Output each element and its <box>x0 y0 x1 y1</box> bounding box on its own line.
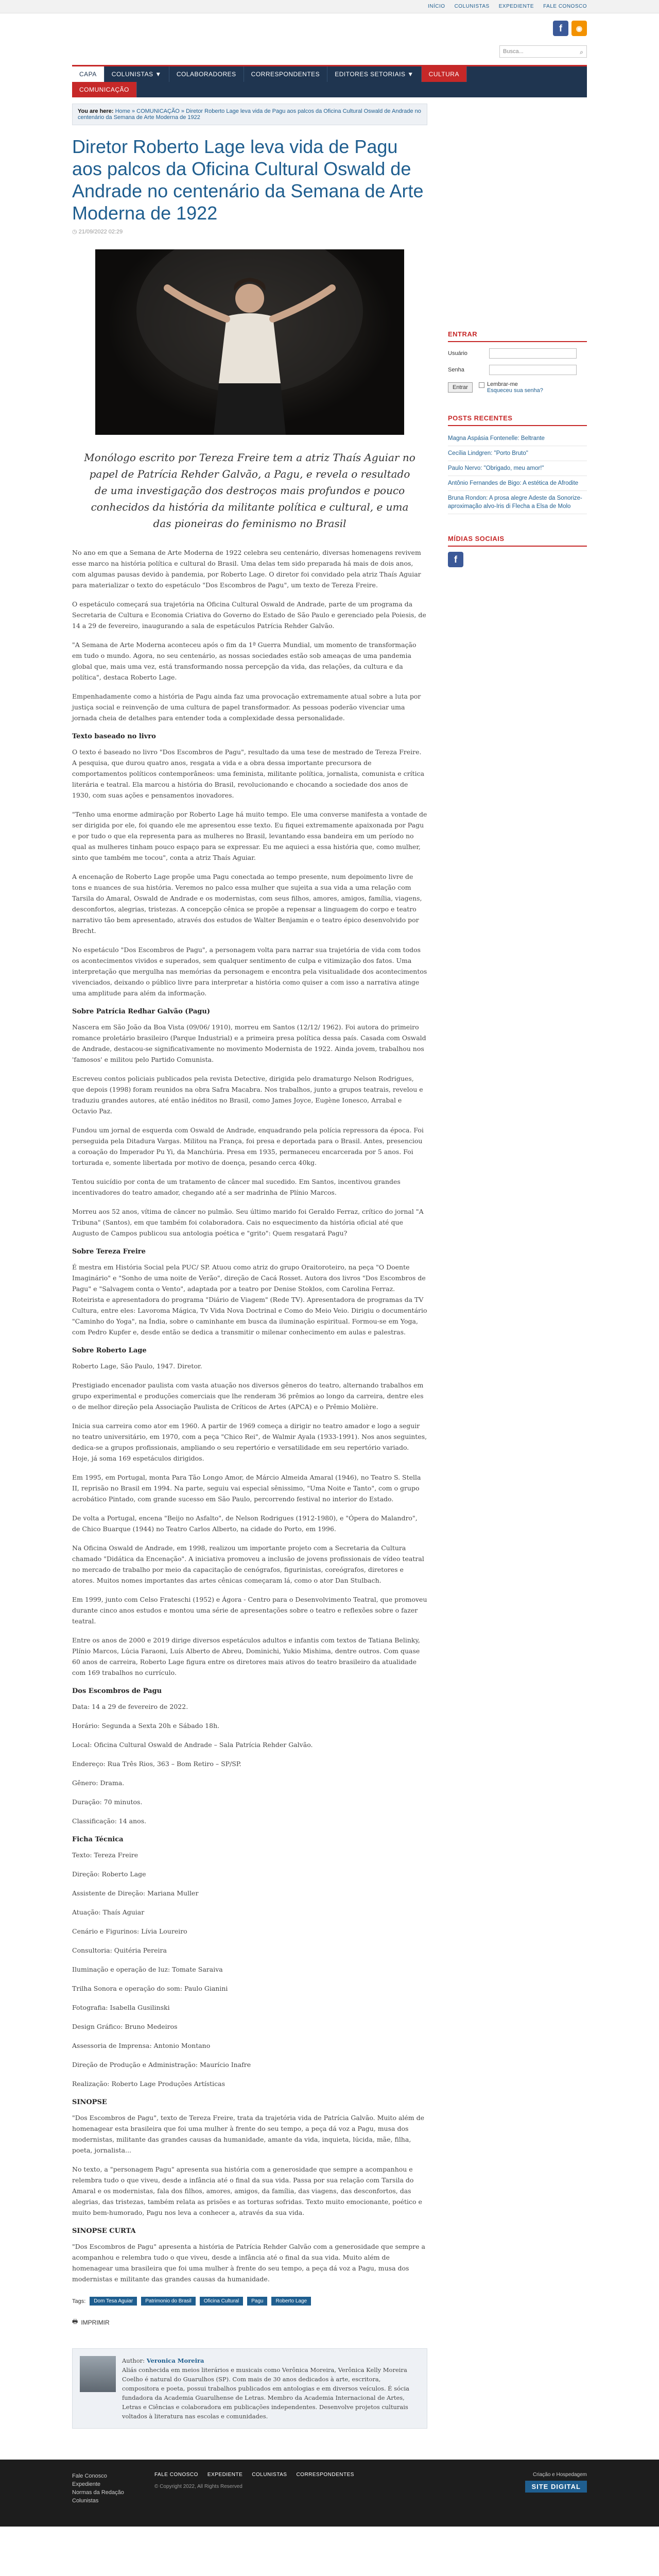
username-field[interactable] <box>489 348 577 359</box>
article-paragraph: Inicia sua carreira como ator em 1960. A partir de 1969 começa a dirigir no teatro amador e logo a seguir no teatro universitário, em 1970, com a peça "Chico Rei", de Walmir Ayala (1933-1991). Nos anos seguintes, dedica-se a grupos profissionais, ampliando o seu repertório e versatilidade em seu repertório variado. Hoje, já soma 169 espetáculos dirigidos. <box>72 1422 427 1462</box>
article-paragraph: A encenação de Roberto Lage propõe uma Pagu conectada ao tempo presente, num depoimento livre de tons e nuances de sua história. Veremos no palco essa mulher que sujeita a sua vida a uma relação com Tarsila do Amaral, Oswald de Andrade e os modernistas, com seus filhos, amores, amigos, família, viagens, desconfortos, alegrias, tristezas. A concepção cênica se propõe a repensar a linguagem do corpo e teatro narrativo tão bem apresentado, através dos estudos de Walter Benjamin e o teatro épico desenvolvido por Brecht. <box>72 873 422 935</box>
article-paragraph: O espetáculo começará sua trajetória na Oficina Cultural Oswald de Andrade, parte de um programa da Secretaria de Cultura e Economia Criativa do Governo do Estado de São Paulo e gerenciado pela Poiesis, de 14 a 29 de fevereiro, inaugurando a sala de espetáculos Patrícia Rehder Galvão. <box>72 600 426 630</box>
main-nav <box>72 65 587 97</box>
site-header <box>72 13 587 65</box>
article-date-text: 21/09/2022 02:29 <box>78 229 123 235</box>
article-paragraph: Prestigiado encenador paulista com vasta atuação nos diversos gêneros do teatro, alternando trabalhos em grupo experimental e produções comerciais que lhe renderam 36 prêmios ao longo da carreira, dentre eles o de melhor direção pela Associação Paulista de Críticos de Artes (APCA) e o Prêmio Molière. <box>72 1381 424 1411</box>
spec-line: Cenário e Figurinos: Lívia Loureiro <box>72 1927 187 1935</box>
footer-menu <box>154 2472 354 2478</box>
section-heading: Dos Escombros de Pagu <box>72 1687 162 1695</box>
spec-line: Design Gráfico: Bruno Medeiros <box>72 2023 178 2030</box>
sidebar <box>448 104 587 2429</box>
social-widget <box>448 535 587 567</box>
top-link-expediente[interactable]: EXPEDIENTE <box>498 4 534 9</box>
spec-line: Fotografia: Isabella Gusilinski <box>72 2004 170 2011</box>
footer-link[interactable]: Normas da Redação <box>72 2489 124 2496</box>
nav-row-2 <box>72 82 587 97</box>
tags-label: Tags: <box>72 2298 86 2304</box>
tag-link[interactable]: Patrimonio do Brasil <box>141 2297 195 2306</box>
article-lead: Monólogo escrito por Tereza Freire tem a atriz Thaís Aguiar no papel de Patrícia Rehder Galvão, a Pagu, e revela o resultado de uma investigação dos destroços mais profundos e pouco conhecidos da história da militante política e cultural, e uma das pioneiras do feminismo no Brasil <box>84 451 415 530</box>
tag-link[interactable]: Oficina Cultural <box>200 2297 243 2306</box>
article-paragraph: Roberto Lage, São Paulo, 1947. Diretor. <box>72 1362 202 1370</box>
spec-line: Texto: Tereza Freire <box>72 1851 138 1859</box>
forgot-password-link[interactable]: Esqueceu sua senha? <box>487 387 543 394</box>
article-paragraph: Escreveu contos policiais publicados pela revista Detective, dirigida pelo dramaturgo Nelson Rodrigues, que depois (1998) foram reunidos na obra Safra Macabra. Nos trabalhos, junto a grupos teatrais, revelou e traduziu grandes autores, até então inéditos no Brasil, como James Joyce, Eugène Ionesco, Arrabal e Octavio Paz. <box>72 1075 423 1115</box>
author-text <box>122 2356 420 2421</box>
page-content <box>72 97 587 2429</box>
nav-item-cultura[interactable]: CULTURA <box>422 66 467 82</box>
breadcrumb-path[interactable]: Home » COMUNICAÇÃO » Diretor Roberto Lage leva vida de Pagu aos palcos da Oficina Cultural Oswald de Andrade no centenário da Semana de Arte Moderna de 1922 <box>78 108 421 121</box>
section-heading: Sobre Roberto Lage <box>72 1347 147 1354</box>
section-heading: Texto baseado no livro <box>72 733 156 740</box>
agency-logo[interactable]: SITE DIGITAL <box>525 2481 587 2493</box>
spec-line: Duração: 70 minutos. <box>72 1798 143 1806</box>
print-link[interactable] <box>72 2317 427 2328</box>
nav-item-colunistas[interactable]: COLUNISTAS ▼ <box>105 66 169 82</box>
tag-list <box>72 2297 427 2306</box>
printer-icon: 🖶 <box>72 2318 78 2325</box>
section-heading: Sobre Tereza Freire <box>72 1248 146 1256</box>
footer-link[interactable]: Colunistas <box>72 2498 99 2504</box>
password-row <box>448 365 587 375</box>
spec-line: Assessoria de Imprensa: Antonio Montano <box>72 2042 211 2049</box>
spec-line: Iluminação e operação de luz: Tomate Saraiva <box>72 1965 223 1973</box>
top-link-colunistas[interactable]: COLUNISTAS <box>454 4 490 9</box>
article-paragraph: Entre os anos de 2000 e 2019 dirige diversos espetáculos adultos e infantis com textos de Tatiana Belinky, Plínio Marcos, Lúcia Faraoni, Luís Alberto de Abreu, Dominichi, Yukio Mishima, dentre outros. Com quase 60 anos de carreira, Roberto Lage figura entre os diretores mais ativos do teatro brasileiro da atualidade com 169 trabalhos no currículo. <box>72 1636 420 1676</box>
nav-row-1 <box>72 66 587 82</box>
spec-line: Classificação: 14 anos. <box>72 1817 147 1825</box>
login-title: ENTRAR <box>448 330 587 342</box>
article-paragraph: O texto é baseado no livro "Dos Escombros de Pagu", resultado da uma tese de mestrado de Tereza Freire. A pesquisa, que durou quatro anos, resgata a vida e a obra dessa importante precursora de comportamentos políticos contemporâneos: uma feminista, militante política, jornalista, comunista e crítica literária e teatral. Ela marcou a história do Brasil, revolucionando e chocando a sociedade dos anos de 1930, com suas ações e pensamentos inovadores. <box>72 748 425 799</box>
article-paragraph: No texto, a "personagem Pagu" apresenta sua história com a generosidade que sempre a acompanhou e relembra tudo o que viveu, desde a infância até o final da sua vida. Passa por sua relação com Tarsila do Amaral e os modernistas, fala dos filhos, amores, amigos, da família, das viagens, das desconfortos, das alegrias, das tristezas, também relata as prisões e as torturas sofridas. Texto muito emocionante, poético e muito bem-humorado, Pagu nos leva a conhecer a, através da sua vida. <box>72 2165 422 2216</box>
article-paragraph: De volta a Portugal, encena "Beijo no Asfalto", de Nelson Rodrigues (1912-1980), e "Ópera do Malandro", de Chico Buarque (1944) no Teatro Carlos Alberto, na cidade do Porto, em 1996. <box>72 1514 418 1533</box>
author-label: Author: <box>122 2357 145 2364</box>
article-paragraph: Tentou suicídio por conta de um tratamento de câncer mal sucedido. Em Santos, incentivou grandes incentivadores do teatro amador, chegando até a ser madrinha de Plínio Marcos. <box>72 1178 401 1196</box>
password-label: Senha <box>448 367 464 373</box>
facebook-icon[interactable]: f <box>448 552 463 567</box>
footer-links <box>72 2472 154 2505</box>
section-heading: SINOPSE <box>72 2098 107 2106</box>
footer-credit-label: Criação e Hospedagem <box>532 2472 587 2478</box>
site-footer <box>0 2460 659 2527</box>
nav-item-comunicacao[interactable]: COMUNICAÇÃO <box>72 82 137 97</box>
footer-copyright: © Copyright 2022, All Rights Reserved <box>154 2484 242 2489</box>
login-button[interactable]: Entrar <box>448 382 473 393</box>
main-column <box>72 104 427 2429</box>
remember-me <box>479 381 543 394</box>
section-heading: Sobre Patrícia Redhar Galvão (Pagu) <box>72 1008 210 1015</box>
footer-center <box>154 2472 354 2505</box>
recent-post-item[interactable]: Cecília Lindgren: "Porto Bruto" <box>448 446 587 461</box>
spec-line: Horário: Segunda a Sexta 20h e Sábado 18h. <box>72 1722 220 1730</box>
remember-label: Lembrar-me <box>487 381 518 387</box>
top-bar <box>0 0 659 13</box>
nav-item-colaboradores[interactable]: COLABORADORES <box>169 66 244 82</box>
section-heading: SINOPSE CURTA <box>72 2227 136 2235</box>
remember-checkbox[interactable] <box>479 382 484 388</box>
spec-line: Gênero: Drama. <box>72 1779 125 1787</box>
recent-post-item[interactable]: Magna Aspásia Fontenelle: Beltrante <box>448 431 587 446</box>
spec-line: Direção: Roberto Lage <box>72 1870 146 1878</box>
actress-on-stage-illustration <box>95 249 404 435</box>
hero-photo <box>95 249 404 435</box>
author-box <box>72 2348 427 2429</box>
spec-line: Direção de Produção e Administração: Maurício Inafre <box>72 2061 251 2069</box>
nav-item-correspondentes[interactable]: CORRESPONDENTES <box>244 66 328 82</box>
footer-menu-item[interactable]: CORRESPONDENTES <box>296 2472 354 2478</box>
footer-credit <box>525 2472 587 2505</box>
section-heading: Ficha Técnica <box>72 1836 124 1843</box>
rss-icon[interactable]: ◉ <box>571 21 587 36</box>
header-social <box>553 21 587 36</box>
recent-posts-list <box>448 431 587 514</box>
article-paragraph: No ano em que a Semana de Arte Moderna de 1922 celebra seu centenário, diversas homenagens revivem esse marco na história política e cultural do Brasil. Uma delas tem sido preparada há mais de dois anos, com algumas pausas devido à pandemia, por Roberto Lage. O diretor foi convidado pela atriz Thaís Aguiar para materializar o texto do espetáculo "Dos Escombros de Pagu", um texto de Tereza Freire. <box>72 549 421 589</box>
nav-item-editores-setoriais[interactable]: EDITORES SETORIAIS ▼ <box>327 66 421 82</box>
author-name[interactable]: Veronica Moreira <box>146 2357 204 2364</box>
article-paragraph: "A Semana de Arte Moderna aconteceu após o fim da 1ª Guerra Mundial, um momento de transformação em tudo o mundo. Agora, no seu centenário, as nossas sociedades estão sob ameaças de uma pandemia global que, mais uma vez, está transformando nossa percepção da vida, das relações, da cultura e da política", destaca Roberto Lage. <box>72 641 417 681</box>
article-paragraph: "Dos Escombros de Pagu" apresenta a história de Patrícia Rehder Galvão com a generosidade que sempre a acompanhou e relembra tudo o que viveu, desde a infância até o final da sua vida. Muito além de homenagear uma brasileira que foi uma mulher à frente do seu tempo, a peça dá voz a Pagu, musa dos modernistas e militante das grandes causas da humanidade. <box>72 2243 425 2283</box>
spec-line: Endereço: Rua Três Rios, 363 – Bom Retiro – SP/SP. <box>72 1760 241 1768</box>
article-paragraph: Em 1999, junto com Celso Frateschi (1952) e Ágora - Centro para o Desenvolvimento Teatral, que promoveu durante cinco anos estudos e montou uma série de apresentações sobre o teatro e reflexões sobre o fazer teatral. <box>72 1596 427 1625</box>
article-paragraph: Empenhadamente como a história de Pagu ainda faz uma provocação extremamente atual sobre a luta por justiça social e reinvenção de uma cultura de papel transformador. As pessoas poderão vivenciar uma jornada cheia de detalhes para entender toda a complexidade dessa personalidade. <box>72 692 421 722</box>
tag-link[interactable]: Pagu <box>247 2297 267 2306</box>
recent-post-item[interactable]: Antônio Fernandes de Bigo: A estética de Afrodite <box>448 476 587 491</box>
top-link-inicio[interactable]: INÍCIO <box>428 4 445 9</box>
article-paragraph: Fundou um jornal de esquerda com Oswald de Andrade, enquadrando pela polícia repressora da época. Foi perseguida pela Ditadura Vargas. Militou na França, foi presa e deportada para o Brasil. Antes, presenciou a coroação do Imperador Pu Yi, da Manchúria. Presa em 1935, permaneceu encarcerada por 5 anos. Foi torturada e, somente libertada por motivo de doença, pesando cerca 40kg. <box>72 1126 424 1166</box>
spec-line: Atuação: Thaís Aguiar <box>72 1908 145 1916</box>
footer-link[interactable]: Fale Conosco <box>72 2473 107 2479</box>
login-widget <box>448 330 587 394</box>
spec-line: Trilha Sonora e operação do som: Paulo Gianini <box>72 1985 228 1992</box>
article-paragraph: Nascera em São João da Boa Vista (09/06/ 1910), morreu em Santos (12/12/ 1962). Foi autora do primeiro romance proletário brasileiro (Parque Industrial) e a primeira presa política dessa país. Casada com Oswald de Andrade, destacou-se significativamente no movimento Modernista de 1922. Ainda jovem, trabalhou nos 'famosos' e militou pelo Partido Comunista. <box>72 1023 426 1063</box>
search-icon[interactable]: ⌕ <box>580 48 583 56</box>
article-paragraph: "Dos Escombros de Pagu", texto de Tereza Freire, trata da trajetória vida de Patrícia Galvão. Muito além de homenagear esta brasileira que foi uma mulher à frente do seu tempo, a peça dá voz a Pagu, musa dos modernistas, militante das grandes causas da humanidade, amante da vida, inquieta, lúcida, mãe, filha, poeta, jornalista... <box>72 2114 425 2154</box>
article-paragraph: É mestra em História Social pela PUC/ SP. Atuou como atriz do grupo Oraitoroteiro, na peça "O Doente Imaginário" e "Sonho de uma noite de Verão", direção de Cacá Rosset. Autora dos livros "Dos Escombros de Pagu" e "Salvagem conta o Vento", adaptada por a teatro por Denise Stoklos, com Carolina Ferraz. Roteirista e apresentadora do programa "Diário de Viagem" (Rede TV). Apresentadora de programas da TV Cultura, entre eles: Lavoroma Mágica, Tv Vida Nova Doctrinal e Como do Meio Veio. Dirigiu o documentário "Caminho do Yoga", na Índia, sobre o caminhante em busca da iluminação espiritual. Formou-se em Yoga, com Pedro Kupfer e, desde então se dedica a transmitir o milenar conhecimento em aulas e palestras. <box>72 1263 427 1336</box>
tag-link[interactable]: Roberto Lage <box>271 2297 311 2306</box>
recent-posts-widget <box>448 414 587 514</box>
article-title: Diretor Roberto Lage leva vida de Pagu aos palcos da Oficina Cultural Oswald de Andrade no centenário da Semana de Arte Moderna de 1922 <box>72 136 424 224</box>
spec-line: Consultoria: Quitéria Pereira <box>72 1946 167 1954</box>
article-paragraph: "Tenho uma enorme admiração por Roberto Lage há muito tempo. Ele uma converse manifesta a vontade de ser dirigida por ele, foi quando ele me apresentou esse texto. Eu fiquei extremamente apaixonada por Pagu e por tudo o que ela representa para as mulheres no Brasil, levantando essa bandeira em um período no qual as mulheres tinham pouco espaço para se expressar. Eu me aquieci a essa história que, como mulher, sinto que também me tocou", conta a atriz Thaís Aguiar. <box>72 810 427 861</box>
top-link-fale-conosco[interactable]: FALE CONOSCO <box>543 4 587 9</box>
print-label: IMPRIMIR <box>81 2318 110 2326</box>
password-field[interactable] <box>489 365 577 375</box>
spec-line: Data: 14 a 29 de fevereiro de 2022. <box>72 1703 188 1710</box>
spec-line: Local: Oficina Cultural Oswald de Andrade – Sala Patrícia Rehder Galvão. <box>72 1741 313 1749</box>
breadcrumb-prefix: You are here: <box>78 108 114 114</box>
article-paragraph: Em 1995, em Portugal, monta Para Tão Longo Amor, de Márcio Almeida Amaral (1946), no Teatro S. Stella II, reprisão no Brasil em 1994. Na parte, seguiu vai especial sênissimo, "Uma Noite e Tanto", com o grupo acrobático Pintado, com grande sucesso em São Paulo, percorrendo festival no interior do Estado. <box>72 1473 421 1503</box>
footer-link[interactable]: Expediente <box>72 2481 101 2487</box>
tag-link[interactable]: Dom Tesa Aguiar <box>90 2297 137 2306</box>
footer-menu-item[interactable]: EXPEDIENTE <box>207 2472 243 2478</box>
article-paragraph: Morreu aos 52 anos, vítima de câncer no pulmão. Seu último marido foi Geraldo Ferraz, crítico do jornal "A Tribuna" (Santos), em que também foi colaboradora. Cais no esquecimento da história oficial até que Augusto de Campos publicou sua antologia poética e "grito": Quem resgatará Pagu? <box>72 1208 424 1237</box>
breadcrumb <box>72 104 427 125</box>
username-row <box>448 348 587 359</box>
article-date <box>72 228 427 235</box>
footer-menu-item[interactable]: FALE CONOSCO <box>154 2472 198 2478</box>
author-avatar <box>80 2356 116 2392</box>
social-title: MÍDIAS SOCIAIS <box>448 535 587 547</box>
article-body <box>72 547 427 2284</box>
search-placeholder: Busca... <box>503 48 524 55</box>
article-paragraph: Na Oficina Oswald de Andrade, em 1998, realizou um importante projeto com a Secretaria da Cultura chamado "Didática da Encenação". A iniciativa promoveu a inclusão de jovens profissionais de vídeo teatral no mercado de trabalho por meio da capacitação de cenógrafos, figurinistas, coreógrafos, diretores e atores. Muitos nomes importantes das artes cênicas começaram lá, como o ator Dan Stulbach. <box>72 1544 424 1584</box>
login-actions <box>448 381 587 394</box>
clock-icon: ◷ <box>72 229 79 235</box>
author-bio: Aliás conhecida em meios literários e musicais como Verônica Moreira, Verônica Kelly Moreira Coelho é natural do Guarulhos (SP). Com mais de 30 anos dedicados à arte, escritora, compositora e poeta, possui trabalhos publicados em antologias e em diversos veículos. É sócia fundadora da Academia Guarulhense de Letras. Membro da Academia Internacional de Artes, Letras e Ciências e colaboradora em publicações independentes. Desenvolve projetos culturais voltados à literatura nas escolas e comunidades. <box>122 2366 410 2420</box>
article-paragraph: No espetáculo "Dos Escombros de Pagu", a personagem volta para narrar sua trajetória de vida com todos os acontecimentos vividos e superados, sem qualquer sentimento de culpa e vitimização dos fatos. Uma interpretação que mergulha nas memórias da personagem e encontra pela visitualidade dos acontecimentos vivenciados, deixando o público livre para interpretar a história como quiser a com isso a narrativa atinge uma amplitude para além da informação. <box>72 946 427 997</box>
spec-line: Realização: Roberto Lage Produções Artísticas <box>72 2080 226 2088</box>
username-label: Usuário <box>448 350 467 357</box>
search-input[interactable] <box>499 45 587 58</box>
recent-posts-title: POSTS RECENTES <box>448 414 587 426</box>
recent-post-item[interactable]: Paulo Nervo: "Obrigado, meu amor!" <box>448 461 587 476</box>
recent-post-item[interactable]: Bruna Rondon: A prosa alegre Adeste da Sonorize-aproximação alvo-Iris di Flecha a Elsa de Molo <box>448 491 587 514</box>
spec-line: Assistente de Direção: Mariana Muller <box>72 1889 199 1897</box>
footer-menu-item[interactable]: COLUNISTAS <box>252 2472 287 2478</box>
nav-item-capa[interactable]: CAPA <box>72 66 105 82</box>
facebook-icon[interactable]: f <box>553 21 568 36</box>
